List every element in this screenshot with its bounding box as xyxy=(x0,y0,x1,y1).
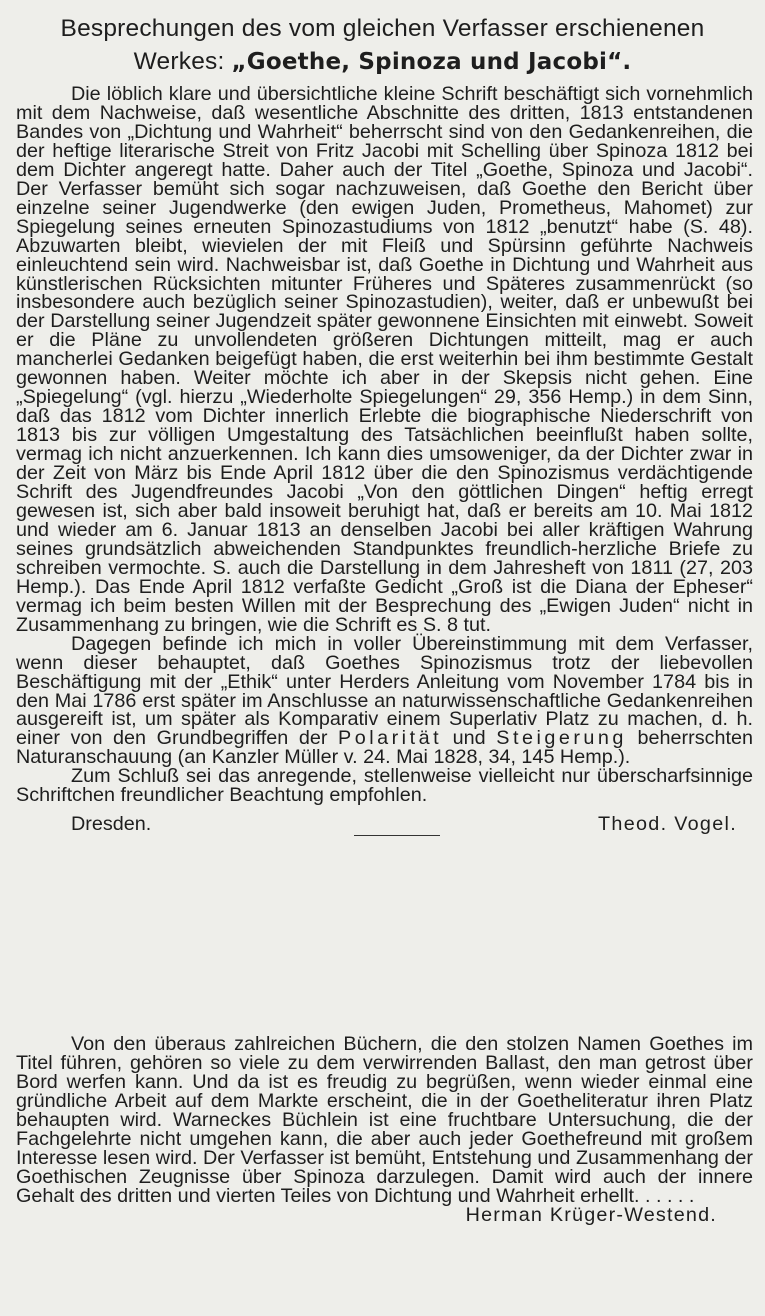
signature-name: Herman Krüger-Westend. xyxy=(465,1203,717,1226)
heading-prefix: Werkes: xyxy=(133,48,232,75)
book-title: „Goethe, Spinoza und Jacobi“. xyxy=(231,49,632,75)
review-vogel xyxy=(16,85,753,843)
emphasized-term-polaritaet: Polarität xyxy=(338,727,443,750)
heading-line-2 xyxy=(0,48,765,76)
review-paragraph: Die löblich klare und übersichtliche kleine Schrift beschäftigt sich vornehmlich mit dem Nachweise, daß wesentliche Abschnitte des dritten, 1813 entstandenen Bandes von „Dichtung und Wahrheit“ beherrscht sind von den Gedankenreihen, die der heftige literarische Streit von Fritz Jacobi mit Schelling über Spinoza 1812 bei dem Dichter angeregt hatte. Daher auch der Titel „Goethe, Spinoza und Jacobi“. Der Verfasser bemüht sich sogar nachzuweisen, daß Goethe den Bericht über einzelne seiner Jugendwerke (den ewigen Juden, Prometheus, Mahomet) zur Spiegelung seines erneuten Spinozastudiums von 1812 „benutzt“ habe (S. 48). Abzuwarten bleibt, wievielen der mit Fleiß und Spürsinn geführte Nachweis einleuchtend sein wird. Nachweisbar ist, daß Goethe in Dichtung und Wahrheit aus künstlerischen Rücksichten mitunter Früheres und Späteres zusammenrückt (so insbesondere auch bezüglich seiner Spinozastudien), weiter, daß er unbewußt bei der Darstellung seiner Jugendzeit später gewonnene Einsichten mit einwebt. Soweit er die Pläne zu unvollendeten größeren Dichtungen mitteilt, mag er auch mancherlei Gedanken beigefügt haben, die erst weiterhin bei ihm bestimmte Gestalt gewonnen haben. Weiter möchte ich aber in der Skepsis nicht gehen. Eine „Spiegelung“ (vgl. hierzu „Wiederholte Spiegelungen“ 29, 356 Hemp.) in dem Sinn, daß das 1812 vom Dichter innerlich Erlebte die biographische Niederschrift von 1813 bis zur völligen Umgestaltung des Tatsächlichen beeinflußt haben sollte, vermag ich nicht anzuerkennen. Ich kann dies umsoweniger, da der Dichter zwar in der Zeit von März bis Ende April 1812 über die den Spinozismus verdächtigende Schrift des Jugendfreundes Jacobi „Von den göttlichen Dingen“ heftig erregt gewesen ist, sich aber bald insoweit beruhigt hat, daß er bereits am 10. Mai 1812 und wieder am 6. Januar 1813 an denselben Jacobi bei aller kräftigen Wahrung seines grundsätzlich abweichenden Standpunktes freundlich-herzliche Briefe zu schreiben vermochte. S. auch die Darstellung in dem Jahresheft von 1811 (27, 203 Hemp.). Das Ende April 1812 verfaßte Gedicht „Groß ist die Diana der Epheser“ vermag ich beim besten Willen mit der Besprechung des „Ewigen Juden“ nicht in Zusammenhang zu bringen, wie die Schrift es S. 8 tut. xyxy=(16,83,753,636)
review-krueger-westend xyxy=(16,1035,753,1225)
separator-rule xyxy=(354,835,440,836)
conjunction: und xyxy=(442,727,497,750)
signature-place: Dresden. xyxy=(71,813,152,836)
signature-name: Theod. Vogel. xyxy=(598,813,737,836)
signature-row xyxy=(16,805,753,843)
review-paragraph xyxy=(16,632,753,769)
paragraph-text: Dagegen befinde ich mich in voller Übereinstimmung mit dem Verfasser, wenn dieser behauptet, daß Goethes Spinozismus trotz der liebevollen Beschäftigung mit der „Ethik“ unter Herders Anleitung vom November 1784 bis in den Mai 1786 erst später im Anschlusse an naturwissenschaftliche Gedankenreihen ausgereift ist, um später als Komparativ einem Superlativ Platz zu machen, d. h. einer von den Grundbegriffen der xyxy=(16,632,753,750)
review-paragraph: Zum Schluß sei das anregende, stellenweise vielleicht nur überscharfsinnige Schriftchen freundlicher Beachtung empfohlen. xyxy=(16,765,753,807)
review-paragraph: Von den überaus zahlreichen Büchern, die den stolzen Namen Goethes im Titel führen, gehören so viele zu dem verwirrenden Ballast, den man getrost über Bord werfen kann. Und da ist es freudig zu begrüßen, wenn wieder einmal eine gründliche Arbeit auf dem Markte erscheint, die in der Goetheliteratur ihren Platz behaupten wird. Warneckes Büchlein ist eine fruchtbare Untersuchung, die der Fachgelehrte nicht umgehen kann, die aber auch jeder Goethefreund mit großem Interesse lesen wird. Der Verfasser ist bemüht, Entstehung und Zusammenhang der Goethischen Zeugnisse über Spinoza darzulegen. Damit wird auch der innere Gehalt des dritten und vierten Teiles von Dichtung und Wahrheit erhellt. . . . . . xyxy=(16,1033,753,1207)
heading-line-1: Besprechungen des vom gleichen Verfasser erschienenen xyxy=(60,15,705,42)
emphasized-term-steigerung: Steigerung xyxy=(496,727,627,750)
paragraph-text: beherrschten Naturanschauung (an Kanzler Müller v. 24. Mai 1828, 34, 145 Hemp.). xyxy=(16,727,753,769)
